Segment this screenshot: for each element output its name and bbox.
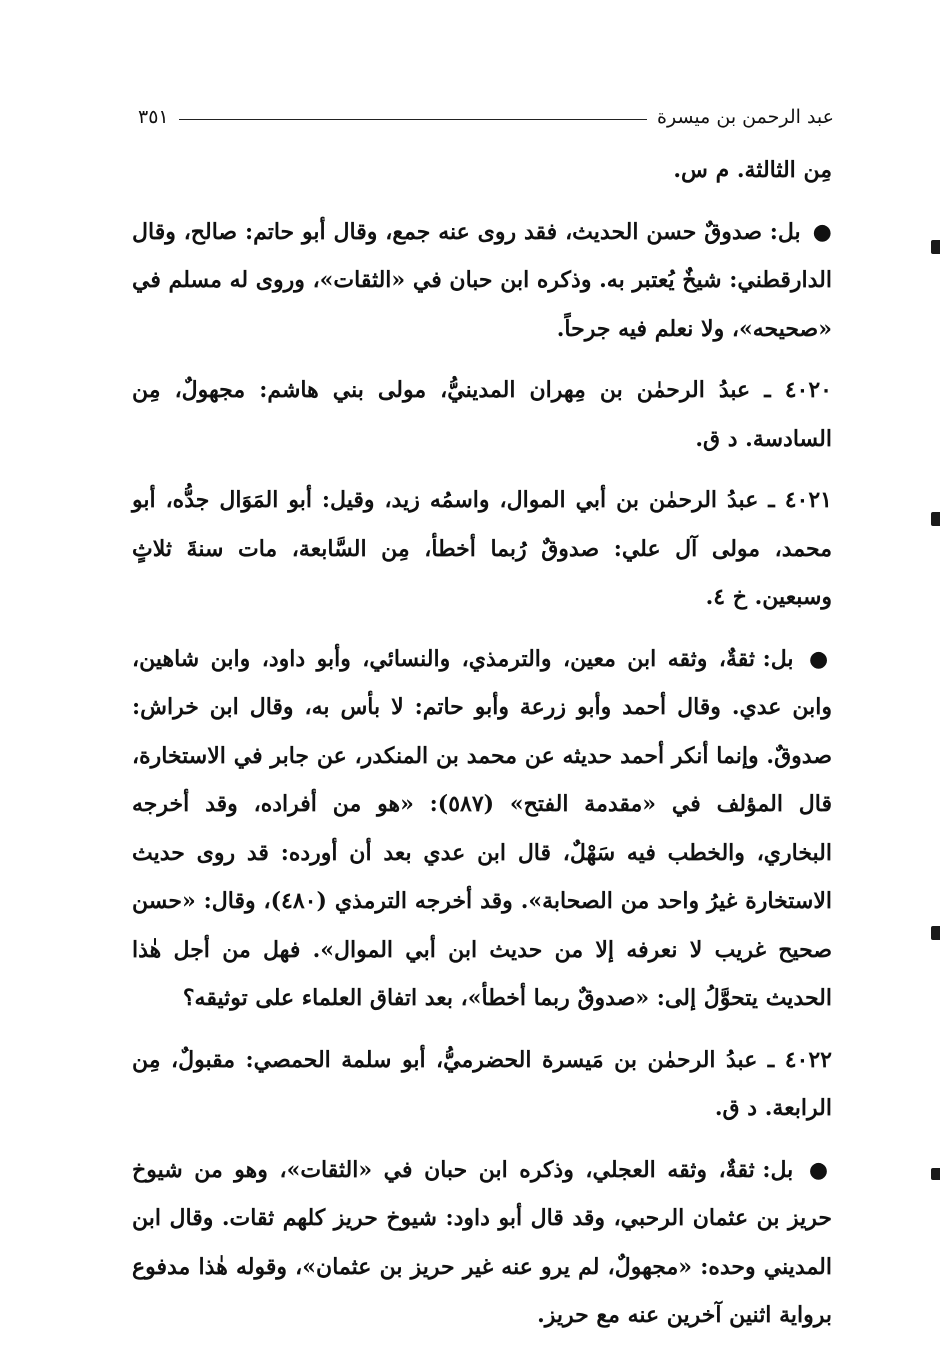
bullet-icon: ● xyxy=(809,645,832,672)
paragraph-commentary xyxy=(132,208,832,354)
bullet-icon: ● xyxy=(808,1156,832,1183)
running-title: عبد الرحمن بن ميسرة xyxy=(657,106,834,128)
entry-4020 xyxy=(132,366,832,463)
entry-4022 xyxy=(132,1036,832,1133)
paragraph-text: ٤٠٢٠ ـ عبدُ الرحمٰن بن مِهران المدينيُّ، مولى بني هاشم: مجهولٌ، مِن السادسة. د ق. xyxy=(132,377,832,452)
paragraph-continuation xyxy=(132,146,832,195)
paragraph-text: ٤٠٢١ ـ عبدُ الرحمٰن بن أبي الموال، واسمُه زيد، وقيل: أبو المَوَال جدُّه، أبو محمد، مولى آل علي: صدوقٌ رُبما أخطأ، مِن السَّابعة، مات سنةَ ثلاثٍ وسبعين. خ ٤. xyxy=(132,487,832,610)
bullet-icon: ● xyxy=(812,218,832,245)
page-body xyxy=(132,146,832,1340)
paragraph-commentary xyxy=(132,635,832,1023)
edge-mark xyxy=(931,1168,940,1180)
paragraph-text: ٤٠٢٢ ـ عبدُ الرحمٰن بن مَيسرة الحضرميُّ، أبو سلمة الحمصي: مقبولٌ، مِن الرابعة. د ق. xyxy=(132,1046,832,1121)
paragraph-text: بل: ثقةٌ، وثقه ابن معين، والترمذي، والنسائي، وأبو داود، وابن شاهين، وابن عدي. وقال أحمد وأبو زرعة وأبو حاتم: لا بأس به، وقال ابن خراش: صدوقٌ. وإنما أنكر أحمد حديثه عن محمد بن المنكدر، عن جابر في الاستخارة، قال المؤلف في «مقدمة الفتح» (٥٨٧): «هو من أفراده، وقد أخرجه البخاري، والخطب فيه سَهْلٌ، قال ابن عدي بعد أن أورده: قد روى حديث الاستخارة غيرُ واحد من الصحابة». وقد أخرجه الترمذي (٤٨٠)، وقال: «حسن صحيح غريب لا نعرفه إلا من حديث ابن أبي الموال». فهل من أجل هٰذا الحديث يتحوَّلُ إلى: «صدوقٌ ربما أخطأ»، بعد اتفاق العلماء على توثيقه؟ xyxy=(132,645,833,1011)
edge-mark xyxy=(931,926,940,940)
header-rule xyxy=(179,119,647,120)
paragraph-text: بل: ثقةٌ، وثقه العجلي، وذكره ابن حبان في «الثقات»، وهو من شيوخ حريز بن عثمان الرحبي، وقد قال أبو داود: شيوخ حريز كلهم ثقات. وقال ابن المديني وحده: «مجهولٌ، لم يرو عنه غير حريز بن عثمان»، وقوله هٰذا مدفوع برواية اثنين آخرين عنه مع حريز. xyxy=(132,1156,832,1328)
paragraph-commentary xyxy=(132,1146,832,1340)
edge-mark xyxy=(931,240,940,254)
page-number: ٣٥١ xyxy=(138,106,169,128)
paragraph-text: بل: صدوقٌ حسن الحديث، فقد روى عنه جمع، وقال أبو حاتم: صالح، وقال الدارقطني: شيخٌ يُعتبر به. وذكره ابن حبان في «الثقات»، وروى له مسلم في «صحيحه»، ولا نعلم فيه جرحاً. xyxy=(132,218,832,342)
entry-4021 xyxy=(132,476,832,622)
running-header xyxy=(138,100,834,134)
edge-mark xyxy=(931,512,940,526)
paragraph-text: مِن الثالثة. م س. xyxy=(673,157,832,183)
